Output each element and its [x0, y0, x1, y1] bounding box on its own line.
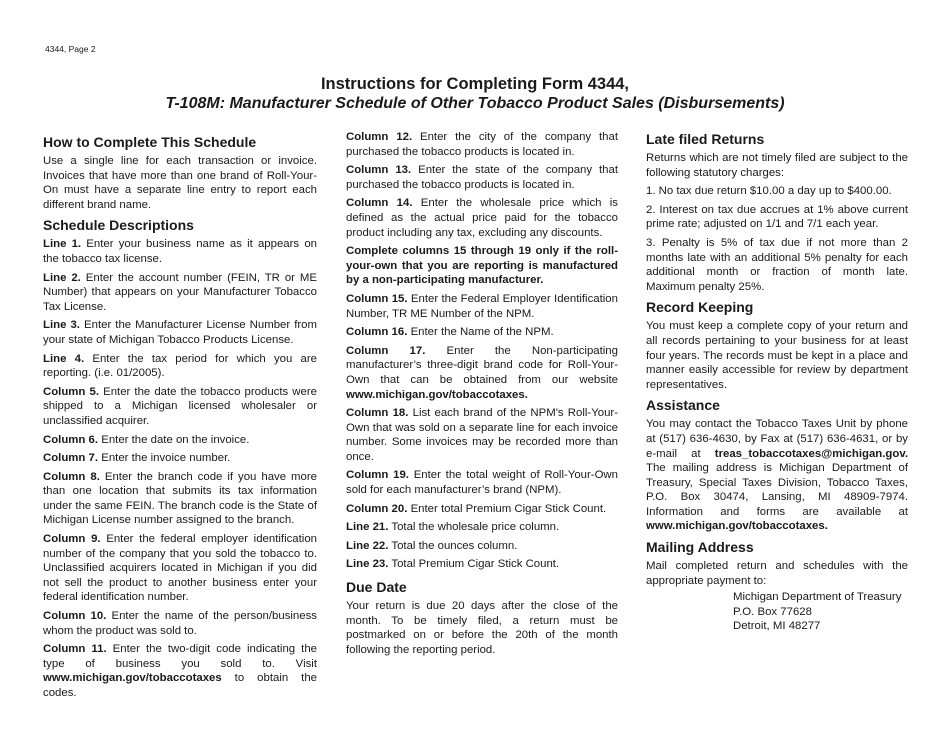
record-keeping-text: You must keep a complete copy of your return and all records pertaining to your business for at least four years. The records must be kept in a place and manner easily accessible for review by department representatives.	[646, 320, 908, 391]
mailing-address-text: Mail completed return and schedules with the appropriate payment to:	[646, 560, 908, 587]
how-to-complete-text: Use a single line for each transaction or invoice. Invoices that have more than one brand of Roll-Your-On must have a separate line entry to report each different brand name.	[43, 155, 317, 211]
website-link[interactable]: www.michigan.gov/tobaccotaxes.	[646, 520, 828, 533]
schedule-descriptions-heading: Schedule Descriptions	[43, 217, 194, 234]
column-9-instruction: Column 9. Enter the federal employer identification number of the company that you sold the tobacco to. Unclassified acquirers located in Michigan if you did not sell the product to another business enter your federal identification number.	[43, 533, 317, 604]
line-1-instruction: Line 1. Enter your business name as it appears on the tobacco tax license.	[43, 238, 317, 265]
page-subtitle: T-108M: Manufacturer Schedule of Other Tobacco Product Sales (Disbursements)	[165, 95, 785, 112]
email-link[interactable]: treas_tobaccotaxes@michigan.gov.	[714, 447, 908, 460]
column-17-instruction: Column 17. Enter the Non-participating manufacturer’s three-digit brand code for Roll-Your-Own that can be obtained from our website www.michigan.gov/tobaccotaxes.	[346, 344, 618, 401]
column-6-instruction: Column 6. Enter the date on the invoice.	[43, 433, 250, 446]
due-date-text: Your return is due 20 days after the close of the month. To be timely filed, a return must be postmarked on or before the 20th of the month following the reporting period.	[346, 600, 618, 656]
column-13-instruction: Column 13. Enter the state of the company that purchased the tobacco products is located in.	[346, 164, 618, 191]
line-2-instruction: Line 2. Enter the account number (FEIN, TR or ME Number) that appears on your Manufacturer Tobacco Tax License.	[43, 271, 317, 313]
page-title: Instructions for Completing Form 4344,	[320, 75, 630, 93]
column-5-instruction: Column 5. Enter the date the tobacco products were shipped to a Michigan licensed wholesaler or unclassified acquirer.	[43, 385, 317, 427]
column-14-instruction: Column 14. Enter the wholesale price which is defined as the actual price paid for the tobacco product including any tax, excluding any discounts.	[346, 197, 618, 239]
column-19-instruction: Column 19. Enter the total weight of Roll-Your-Own sold for each manufacturer’s brand (NPM).	[346, 469, 618, 497]
column-11-instruction: Column 11. Enter the two-digit code indicating the type of business you sold to. Visit www.michigan.gov/tobaccotaxes to obtain the codes.	[43, 643, 318, 699]
column-left	[43, 133, 317, 705]
late-returns-heading: Late filed Returns	[646, 131, 765, 147]
assistance-heading: Assistance	[646, 397, 720, 414]
mailing-address-heading: Mailing Address	[646, 539, 754, 556]
assistance-text: You may contact the Tobacco Taxes Unit by phone at (517) 636-4630, by Fax at (517) 636-4631, or by e-mail at treas_tobaccotaxes@michigan.gov. The mailing address is Michigan Department of Treasury, Special Taxes Division, Tobacco Taxes, P.O. Box 30474, Lansing, MI 48909-7974. Information and forms are available at www.michigan.gov/tobaccotaxes.	[646, 418, 908, 533]
line-23-instruction: Line 23. Total Premium Cigar Stick Count.	[346, 558, 560, 571]
column-10-instruction: Column 10. Enter the name of the person/business whom the product was sold to.	[43, 610, 317, 637]
late-charge-2: 2. Interest on tax due accrues at 1% above current prime rate; adjusted on 1/1 and 7/1 each year.	[646, 203, 908, 231]
mailing-address-block	[733, 590, 908, 634]
line-3-instruction: Line 3. Enter the Manufacturer License Number from your state of Michigan Tobacco Products License.	[43, 319, 317, 346]
column-16-instruction: Column 16. Enter the Name of the NPM.	[346, 326, 554, 339]
column-middle	[346, 130, 618, 661]
line-22-instruction: Line 22. Total the ounces column.	[346, 539, 518, 552]
column-7-instruction: Column 7. Enter the invoice number.	[43, 452, 231, 465]
address-line-2: P.O. Box 77628	[733, 605, 812, 618]
address-line-1: Michigan Department of Treasury	[733, 591, 902, 604]
column-right	[646, 130, 908, 634]
website-link[interactable]: www.michigan.gov/tobaccotaxes.	[346, 388, 528, 401]
npm-note: Complete columns 15 through 19 only if the roll-your-own that you are reporting is manufactured by a non-participating manufacturer.	[346, 245, 618, 287]
codes-link[interactable]: www.michigan.gov/tobaccotaxes	[43, 672, 222, 685]
column-20-instruction: Column 20. Enter total Premium Cigar Stick Count.	[346, 502, 607, 515]
line-4-instruction: Line 4. Enter the tax period for which you are reporting. (i.e. 01/2005).	[43, 352, 317, 380]
line-21-instruction: Line 21. Total the wholesale price column.	[346, 521, 560, 534]
how-to-complete-heading: How to Complete This Schedule	[43, 134, 257, 150]
late-returns-intro: Returns which are not timely filed are subject to the following statutory charges:	[646, 152, 908, 179]
late-charge-3: 3. Penalty is 5% of tax due if not more than 2 months late with an additional 5% penalty for each additional month or fraction of month late. Maximum penalty 25%.	[646, 236, 908, 293]
record-keeping-heading: Record Keeping	[646, 299, 754, 316]
late-charge-1: 1. No tax due return $10.00 a day up to $400.00.	[646, 185, 892, 198]
column-15-instruction: Column 15. Enter the Federal Employer Identification Number, TR ME Number of the NPM.	[346, 292, 618, 320]
address-line-3: Detroit, MI 48277	[733, 620, 821, 633]
due-date-heading: Due Date	[346, 579, 407, 596]
page-label: 4344, Page 2	[45, 44, 96, 54]
column-8-instruction: Column 8. Enter the branch code if you have more than one location that submits its tax information under the same FEIN. The branch code is the State of Michigan License number assigned to the branch.	[43, 470, 317, 527]
column-18-instruction: Column 18. List each brand of the NPM's Roll-Your-Own that was sold on a separate line for each invoice number. Some invoices may be recorded more than once.	[346, 407, 618, 463]
column-12-instruction: Column 12. Enter the city of the company that purchased the tobacco products is located in.	[346, 131, 618, 158]
